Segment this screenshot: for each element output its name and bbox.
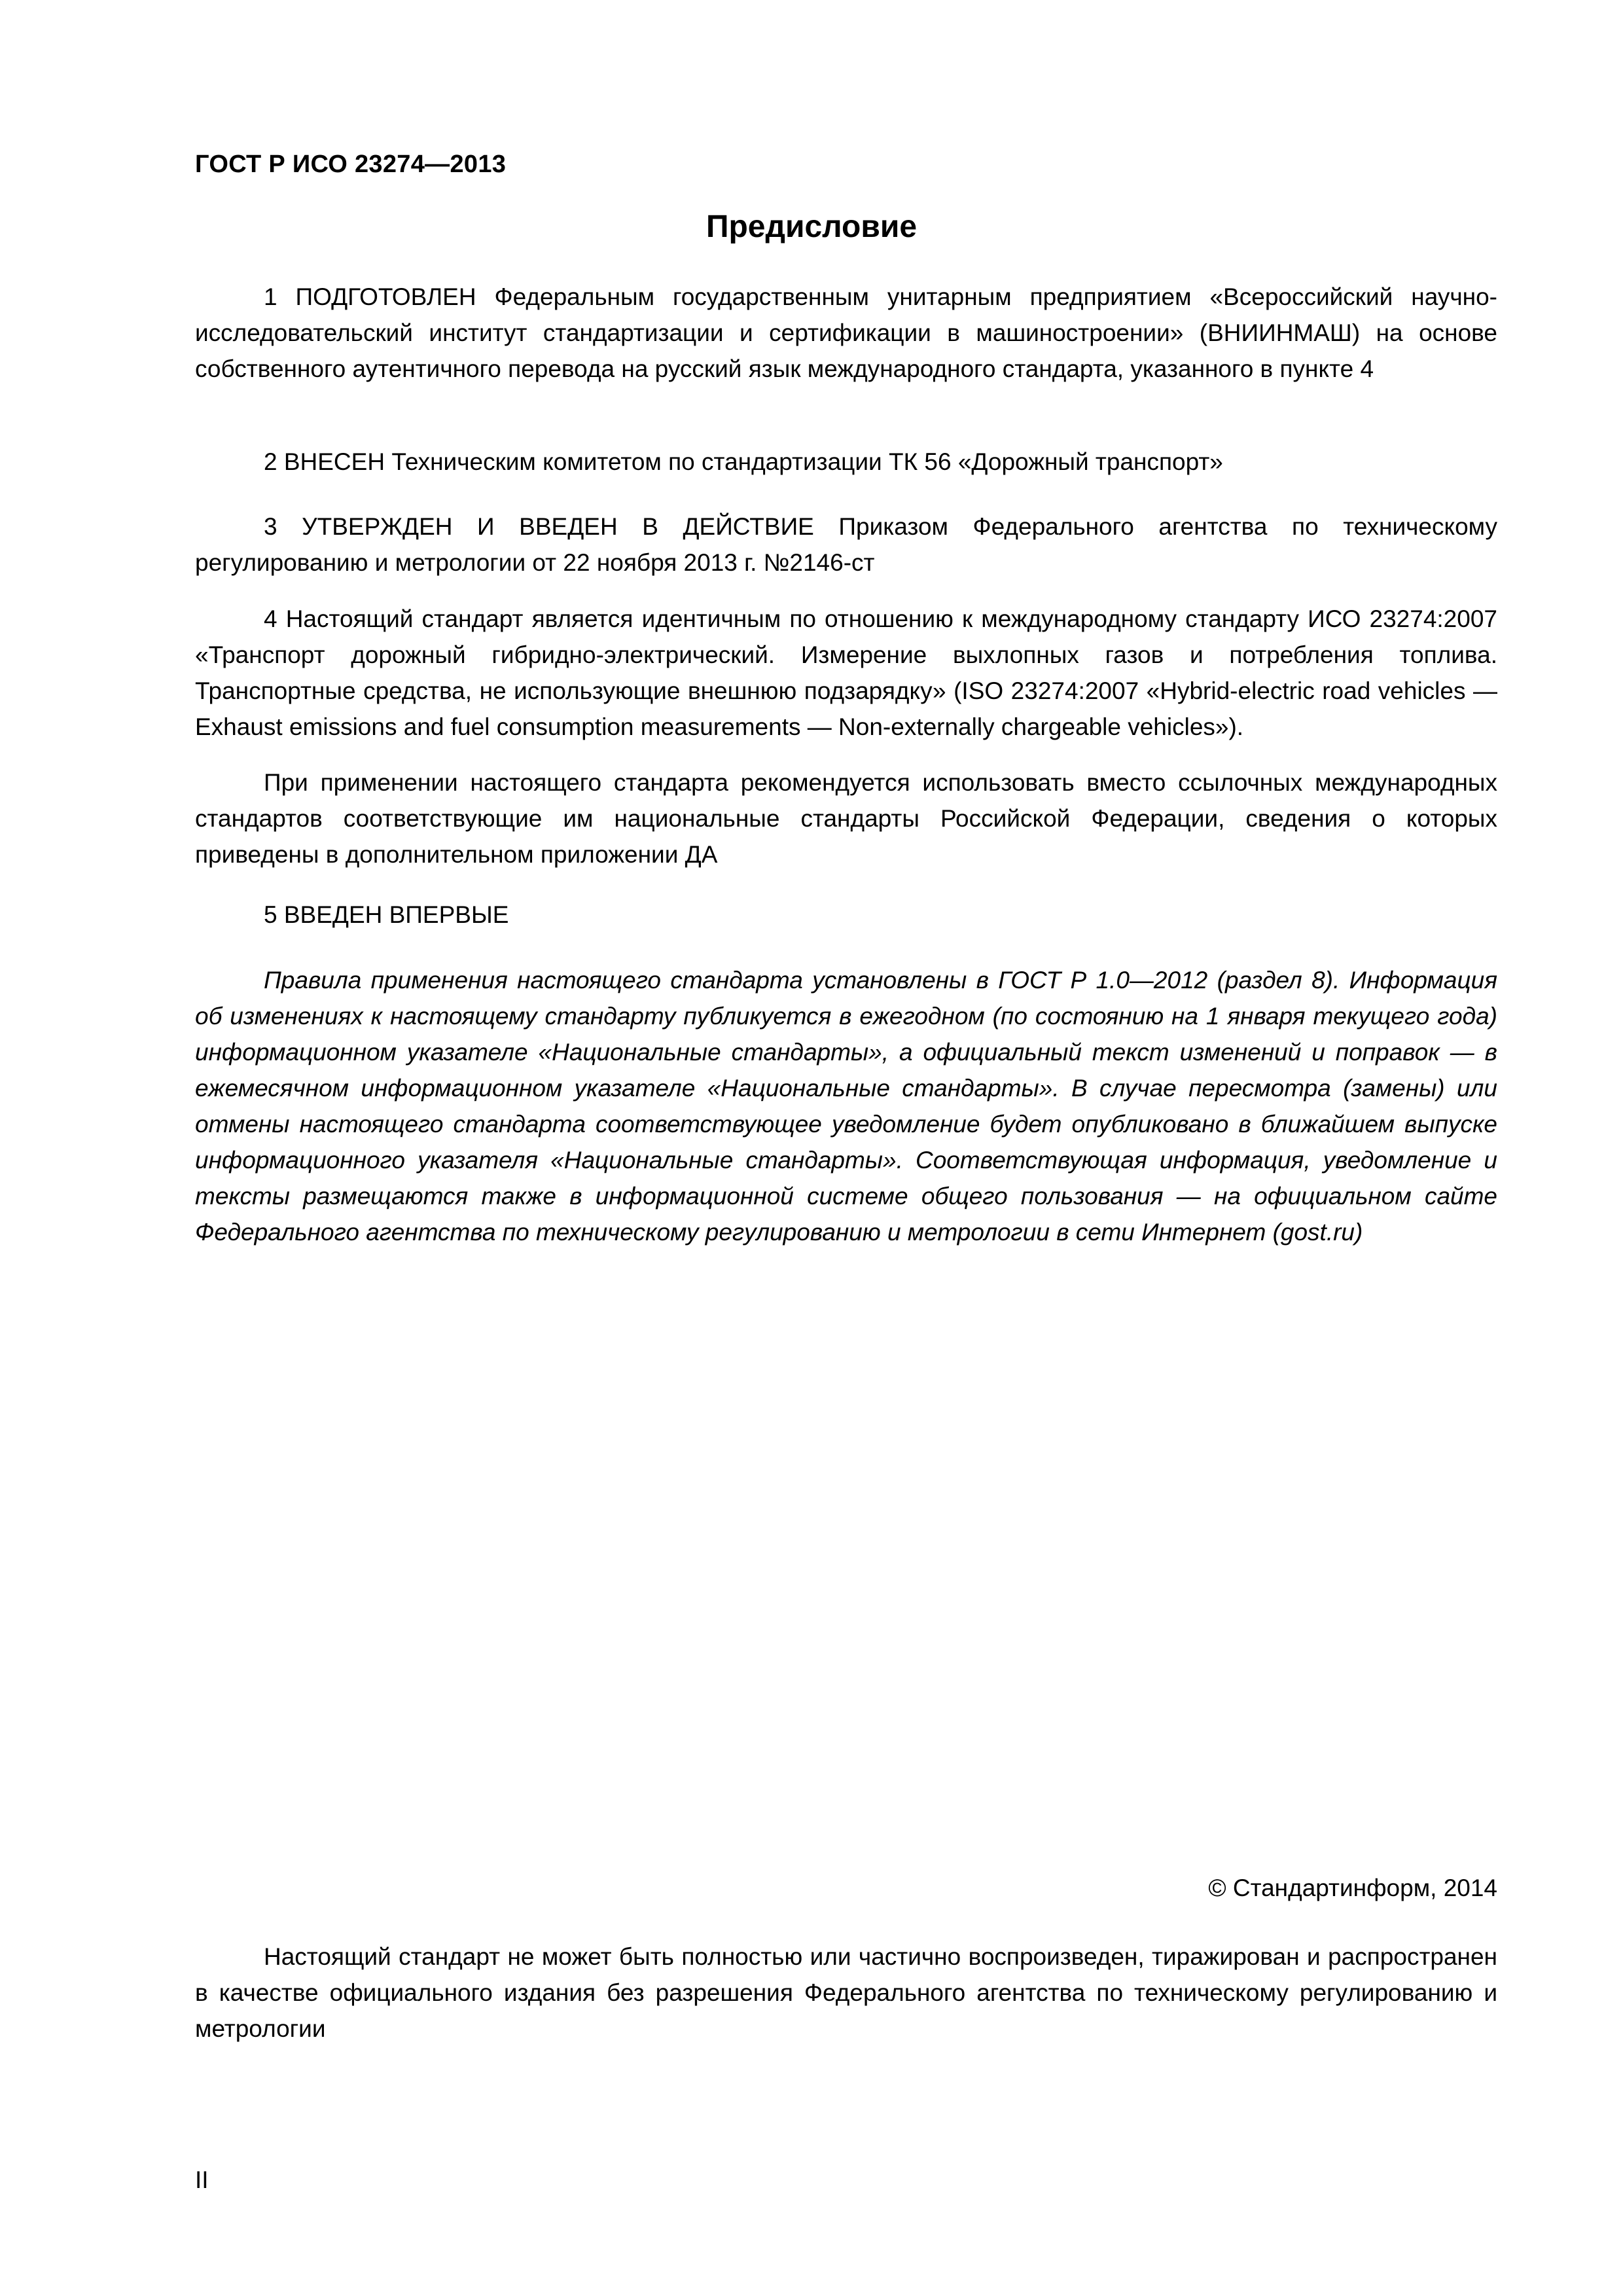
paragraph-2-submitted: 2 ВНЕСЕН Техническим комитетом по стандартизации ТК 56 «Дорожный транспорт»	[264, 448, 1223, 475]
rules-paragraph: Правила применения настоящего стандарта установлены в ГОСТ Р 1.0—2012 (раздел 8). Информация об изменениях к настоящему стандарту публикуется в ежегодном (по состоянию на 1 января текущего года) информационном указателе «Национальные стандарты», а официальный текст изменений и поправок — в ежемесячном информационном указателе «Национальные стандарты». В случае пересмотра (замены) или отмены настоящего стандарта соответствующее уведомление будет опубликовано в ближайшем выпуске информационного указателя «Национальные стандарты». Соответствующая информация, уведомление и тексты размещаются также в информационной системе общего пользования — на официальном сайте Федерального агентства по техническому регулированию и метрологии в сети Интернет (gost.ru)	[195, 967, 1497, 1246]
paragraph-5-introduced: 5 ВВЕДЕН ВПЕРВЫЕ	[264, 901, 509, 928]
document-header: ГОСТ Р ИСО 23274—2013	[195, 151, 507, 178]
paragraph-4-references: При применении настоящего стандарта рекомендуется использовать вместо ссылочных международных стандартов соответствующие им национальные стандарты Российской Федерации, сведения о которых приведены в дополнительном приложении ДА	[195, 769, 1497, 868]
paragraph-1-prepared: 1 ПОДГОТОВЛЕН Федеральным государственным унитарным предприятием «Всероссийский научно-исследовательский институт стандартизации и сертификации в машиностроении» (ВНИИНМАШ) на основе собственного аутентичного перевода на русский язык международного стандарта, указанного в пункте 4	[195, 283, 1497, 382]
paragraph-3-approved: 3 УТВЕРЖДЕН И ВВЕДЕН В ДЕЙСТВИЕ Приказом Федерального агентства по техническому регулированию и метрологии от 22 ноября 2013 г. №2146-ст	[195, 513, 1497, 576]
reproduction-notice: Настоящий стандарт не может быть полностью или частично воспроизведен, тиражирован и распространен в качестве официального издания без разрешения Федерального агентства по техническому регулированию и метрологии	[195, 1943, 1497, 2042]
copyright-line: © Стандартинформ, 2014	[1208, 1874, 1497, 1901]
page-title: Предисловие	[705, 209, 918, 244]
page-number: II	[195, 2166, 209, 2193]
paragraph-4-identical: 4 Настоящий стандарт является идентичным по отношению к международному стандарту ИСО 23274:2007 «Транспорт дорожный гибридно-электрический. Измерение выхлопных газов и потребления топлива. Транспортные средства, не использующие внешнюю подзарядку» (ISO 23274:2007 «Hybrid-electric road vehicles — Exhaust emissions and fuel consumption measurements — Non-externally chargeable vehicles»).	[195, 605, 1497, 740]
